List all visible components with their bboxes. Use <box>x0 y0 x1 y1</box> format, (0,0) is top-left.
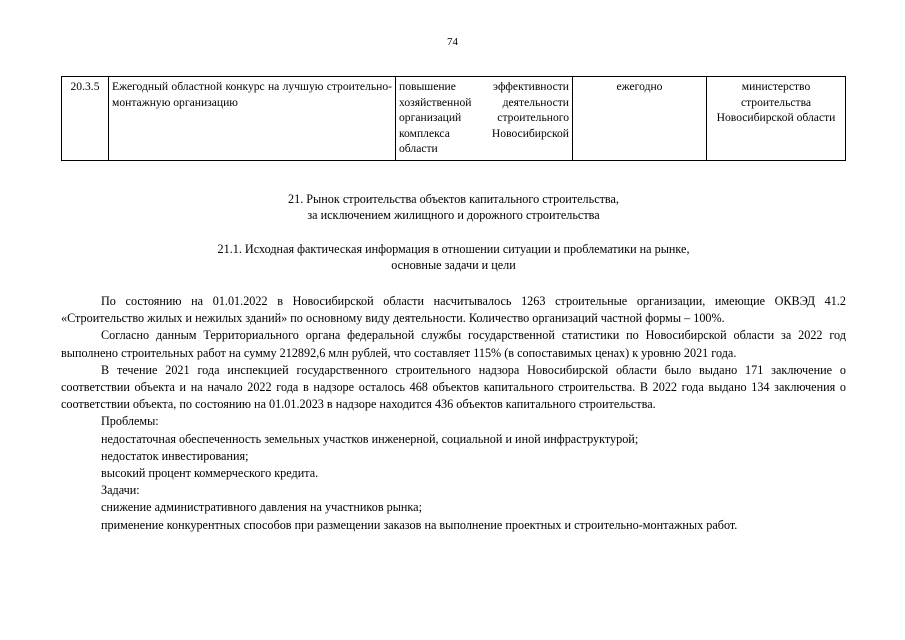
row-term: ежегодно <box>573 77 707 161</box>
measures-table <box>61 76 846 161</box>
subsection-heading <box>61 241 846 273</box>
tasks-heading: Задачи: <box>101 483 140 498</box>
row-result: повышение эффективности хозяйственной деятельности организаций строительного комплекса Новосибирской области <box>396 77 573 161</box>
row-responsible: министерство строительства Новосибирской области <box>707 77 846 161</box>
problem-item: недостаток инвестирования; <box>101 448 249 463</box>
subsection-heading-line-2: основные задачи и цели <box>391 258 516 272</box>
row-event: Ежегодный областной конкурс на лучшую строительно-монтажную организацию <box>109 77 396 161</box>
problem-item: недостаточная обеспеченность земельных участков инженерной, социальной и иной инфраструктурой; <box>101 431 639 446</box>
subsection-heading-line-1: 21.1. Исходная фактическая информация в отношении ситуации и проблематики на рынке, <box>217 242 690 256</box>
section-heading <box>61 191 846 223</box>
section-heading-line-2: за исключением жилищного и дорожного строительства <box>307 208 600 222</box>
paragraph: По состоянию на 01.01.2022 в Новосибирской области насчитывалось 1263 строительные организации, имеющие ОКВЭД 41.2 «Строительство жилых и нежилых зданий» по основному виду деятельности. Количество организаций частной формы – 100%. <box>61 294 846 326</box>
problem-item: высокий процент коммерческого кредита. <box>101 466 319 481</box>
row-number: 20.3.5 <box>62 77 109 161</box>
task-item: снижение административного давления на участников рынка; <box>101 500 422 515</box>
paragraph: В течение 2021 года инспекцией государственного строительного надзора Новосибирской области было выдано 171 заключение о соответствии объекта и на начало 2022 года в надзоре осталось 468 объектов капитального строительства. В 2022 года выдано 134 заключения о соответствии объекта, по состоянию на 01.01.2023 в надзоре находится 436 объектов капитального строительства. <box>61 362 846 412</box>
table-row <box>62 77 846 161</box>
paragraph: Согласно данным Территориального органа федеральной службы государственной статистики по Новосибирской области за 2022 год выполнено строительных работ на сумму 212892,6 млн рублей, что составляет 115% (в сопоставимых ценах) к уровню 2021 года. <box>61 328 846 360</box>
section-heading-line-1: 21. Рынок строительства объектов капитального строительства, <box>288 192 619 206</box>
page-number: 74 <box>447 36 458 48</box>
body-text <box>61 293 846 534</box>
task-item: применение конкурентных способов при размещении заказов на выполнение проектных и строительно-монтажных работ. <box>101 517 738 532</box>
problems-heading: Проблемы: <box>101 414 159 429</box>
